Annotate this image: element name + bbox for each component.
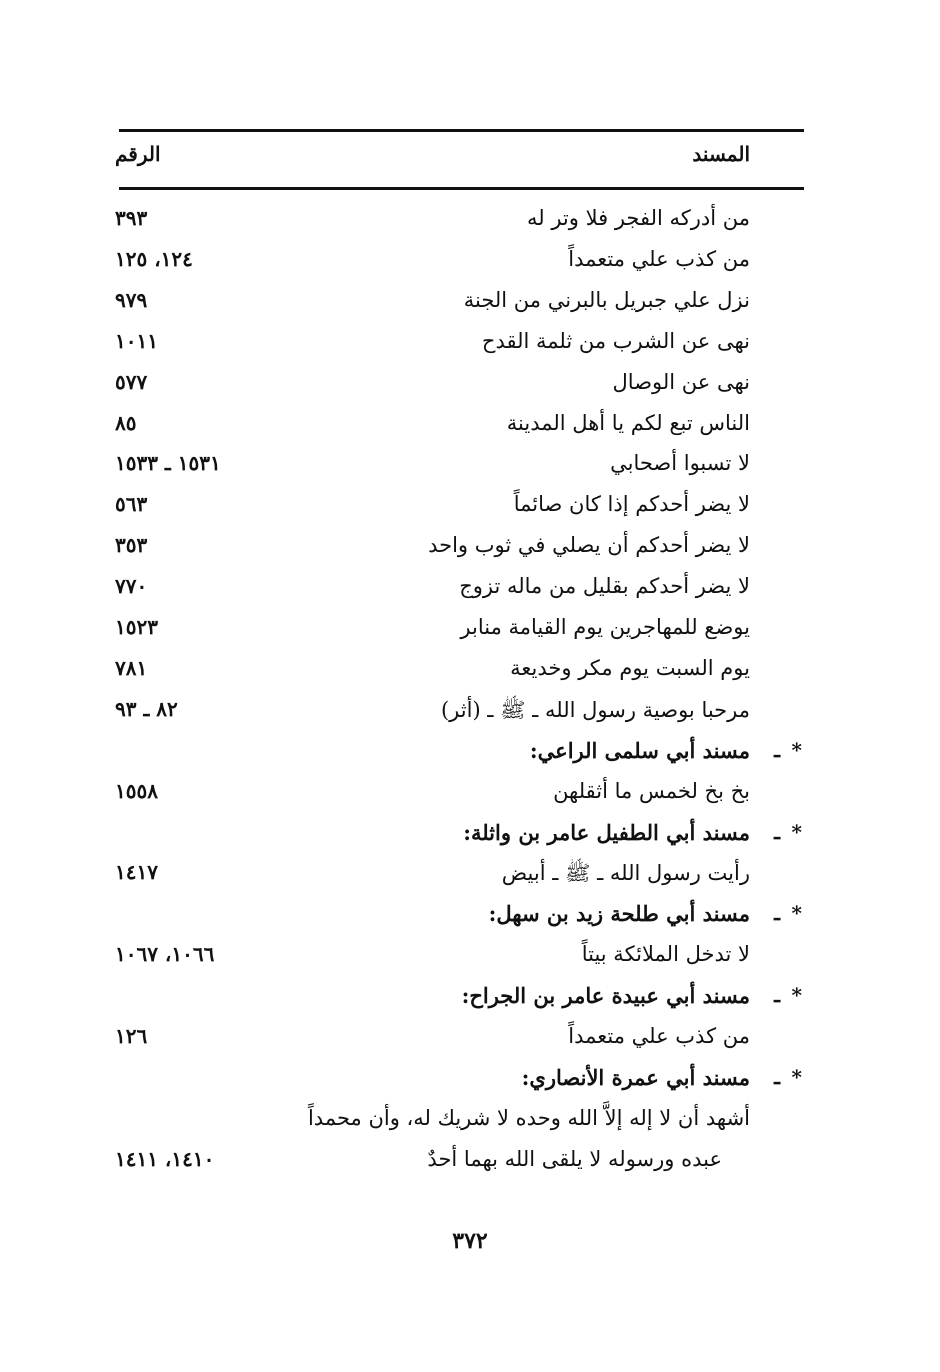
section-title: مسند أبي عبيدة عامر بن الجراح: bbox=[461, 983, 750, 1009]
section-title: مسند أبي الطفيل عامر بن واثلة: bbox=[463, 819, 750, 845]
entry-title: نهى عن الشرب من ثلمة القدح bbox=[481, 328, 750, 353]
index-row bbox=[0, 447, 940, 487]
section-dash: ـ bbox=[774, 819, 780, 844]
entry-number: ٨٥ bbox=[115, 410, 137, 435]
index-row bbox=[0, 775, 940, 815]
entry-title: أشهد أن لا إله إلاَّ الله وحده لا شريك له، وأن محمداً bbox=[307, 1105, 750, 1130]
entry-number: ٣٩٣ bbox=[115, 206, 148, 230]
entry-title: نزل علي جبريل بالبرني من الجنة bbox=[463, 287, 750, 312]
section-dash: ـ bbox=[774, 983, 780, 1008]
index-row bbox=[0, 938, 940, 978]
section-marker: * bbox=[791, 901, 802, 926]
entry-number: ١٤١٧ bbox=[115, 860, 158, 885]
index-row bbox=[0, 366, 940, 406]
section-heading bbox=[0, 734, 940, 774]
entry-title: عبده ورسوله لا يلقى الله بهما أحدٌ bbox=[427, 1146, 722, 1171]
entry-number: ١٥٢٣ bbox=[115, 615, 158, 639]
entry-number: ١٠٦٦، ١٠٦٧ bbox=[115, 942, 215, 967]
section-marker: * bbox=[791, 1064, 802, 1089]
entry-title: نهى عن الوصال bbox=[612, 369, 750, 394]
index-row bbox=[0, 1143, 940, 1183]
entry-number: ٩٧٩ bbox=[115, 287, 148, 312]
entry-title: يوضع للمهاجرين يوم القيامة منابر bbox=[460, 615, 750, 639]
section-marker: * bbox=[791, 737, 802, 762]
index-row bbox=[0, 611, 940, 651]
section-marker: * bbox=[791, 983, 802, 1008]
section-title: مسند أبي سلمى الراعي: bbox=[529, 737, 750, 763]
index-row bbox=[0, 693, 940, 733]
section-dash: ـ bbox=[774, 901, 780, 926]
index-row bbox=[0, 1102, 940, 1142]
index-row bbox=[0, 1020, 940, 1060]
entry-number: ٥٦٣ bbox=[115, 492, 148, 517]
entry-title: الناس تبع لكم يا أهل المدينة bbox=[506, 410, 750, 435]
index-row bbox=[0, 570, 940, 610]
header-top-rule bbox=[119, 129, 804, 132]
index-row bbox=[0, 529, 940, 569]
entry-title: لا يضر أحدكم إذا كان صائماً bbox=[513, 492, 750, 517]
section-dash: ـ bbox=[774, 737, 780, 762]
entry-title: لا يضر أحدكم أن يصلي في ثوب واحد bbox=[428, 533, 750, 558]
entry-number: ٣٥٣ bbox=[115, 533, 148, 558]
entry-number: ٨٢ ـ ٩٣ bbox=[115, 696, 178, 721]
header-bottom-rule bbox=[119, 187, 804, 190]
entry-title: لا تسبوا أصحابي bbox=[610, 451, 750, 476]
index-row bbox=[0, 407, 940, 447]
column-header-title: المسند bbox=[692, 142, 750, 166]
entry-number: ٧٨١ bbox=[115, 655, 148, 680]
entry-number: ١٢٦ bbox=[115, 1024, 148, 1048]
page-number: ٣٧٢ bbox=[452, 1228, 488, 1254]
section-heading bbox=[0, 1061, 940, 1101]
entry-title: يوم السبت يوم مكر وخديعة bbox=[510, 655, 750, 680]
index-row bbox=[0, 243, 940, 283]
index-row bbox=[0, 202, 940, 242]
entry-title: من كذب علي متعمداً bbox=[568, 1024, 750, 1048]
section-dash: ـ bbox=[774, 1064, 780, 1089]
column-header-number: الرقم bbox=[115, 142, 161, 166]
entry-title: بخ بخ لخمس ما أثقلهن bbox=[553, 778, 750, 803]
entry-title: رأيت رسول الله ـ ﷺ ـ أبيض bbox=[501, 861, 750, 886]
entry-number: ١٠١١ bbox=[115, 328, 158, 353]
entry-number: ١٤١٠، ١٤١١ bbox=[115, 1146, 215, 1171]
section-title: مسند أبي عمرة الأنصاري: bbox=[521, 1064, 750, 1090]
entry-number: ١٢٤، ١٢٥ bbox=[115, 246, 193, 271]
entry-title: مرحبا بوصية رسول الله ـ ﷺ ـ (أثر) bbox=[440, 697, 750, 722]
entry-title: من كذب علي متعمداً bbox=[568, 246, 750, 271]
entry-number: ١٥٣١ ـ ١٥٣٣ bbox=[115, 451, 221, 476]
index-row bbox=[0, 488, 940, 528]
section-title: مسند أبي طلحة زيد بن سهل: bbox=[488, 901, 750, 927]
entry-number: ٧٧٠ bbox=[115, 574, 148, 599]
entry-title: من أدركه الفجر فلا وتر له bbox=[527, 206, 750, 230]
section-heading bbox=[0, 897, 940, 937]
section-marker: * bbox=[791, 819, 802, 844]
index-row bbox=[0, 284, 940, 324]
entry-title: لا يضر أحدكم بقليل من ماله تزوج bbox=[459, 574, 750, 599]
index-row bbox=[0, 325, 940, 365]
entry-number: ١٥٥٨ bbox=[115, 778, 158, 803]
entry-number: ٥٧٧ bbox=[115, 369, 148, 394]
entry-title: لا تدخل الملائكة بيتاً bbox=[581, 942, 750, 967]
section-heading bbox=[0, 816, 940, 856]
index-row bbox=[0, 856, 940, 896]
section-heading bbox=[0, 979, 940, 1019]
index-row bbox=[0, 652, 940, 692]
